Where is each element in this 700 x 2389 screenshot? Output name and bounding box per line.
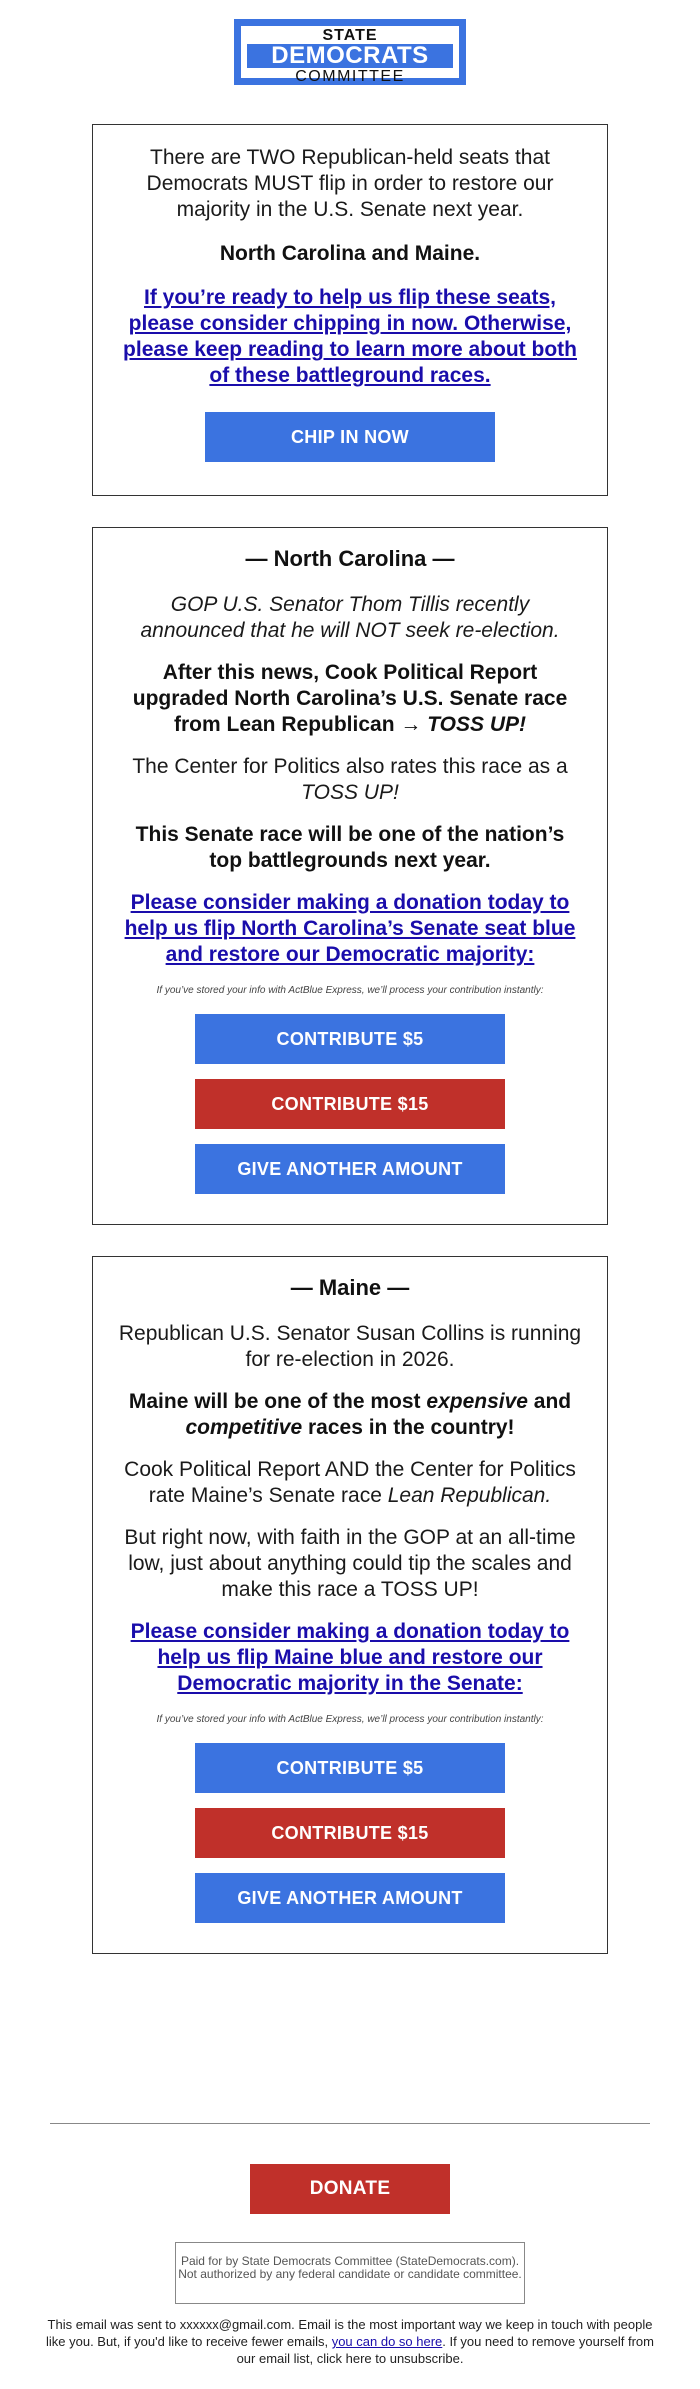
nc-paragraph-3 (117, 754, 583, 806)
nc-donate-link[interactable]: Please consider making a donation today to help us flip North Carolina’s Senate seat blue and restore our Democratic majority: (124, 891, 576, 966)
nc-give-another-amount-button[interactable]: GIVE ANOTHER AMOUNT (195, 1144, 505, 1194)
maine-paragraph-1: Republican U.S. Senator Susan Collins is running for re-election in 2026. (118, 1322, 582, 1371)
maine-paragraph-2-c: races in the country! (302, 1416, 515, 1439)
nc-paragraph-3-text: The Center for Politics also rates this race as a (132, 755, 568, 778)
intro-states: North Carolina and Maine. (219, 242, 481, 265)
maine-paragraph-2-a: Maine will be one of the most (128, 1390, 427, 1413)
nc-paragraph-2 (117, 660, 583, 738)
nc-paragraph-4: This Senate race will be one of the nation’s top battlegrounds next year. (135, 823, 565, 872)
footer-text-a: This email was sent to xxxxxx@gmail.com. Email is the most important way we keep in touch with people like you. But, if you'd like to receive fewer emails, (45, 2317, 653, 2349)
maine-contribute-5-button[interactable]: CONTRIBUTE $5 (195, 1743, 505, 1793)
maine-paragraph-2 (117, 1389, 583, 1441)
nc-paragraph-2-text: After this news, Cook Political Report upgraded North Carolina’s U.S. Senate race from Lean Republican → (132, 661, 568, 736)
maine-actblue-note: If you’ve stored your info with ActBlue Express, we’ll process your contribution instantly: (156, 1714, 544, 1725)
fewer-emails-link[interactable]: you can do so here (331, 2334, 443, 2349)
nc-contribute-15-button[interactable]: CONTRIBUTE $15 (195, 1079, 505, 1129)
logo-line-state: STATE (322, 27, 378, 44)
nc-contribute-5-button[interactable]: CONTRIBUTE $5 (195, 1014, 505, 1064)
logo-line-democrats: DEMOCRATS (247, 44, 453, 68)
nc-paragraph-3-emphasis: TOSS UP! (301, 781, 399, 804)
logo-line-committee: COMMITTEE (295, 68, 405, 85)
nc-heading: — North Carolina — (245, 546, 455, 571)
intro-link[interactable]: If you’re ready to help us flip these seats, please consider chipping in now. Otherwise, please keep reading to learn more about both of these battleground races. (123, 286, 577, 387)
maine-heading: — Maine — (290, 1275, 410, 1300)
nc-actblue-note: If you’ve stored your info with ActBlue Express, we’ll process your contribution instantly: (156, 985, 544, 996)
footer-text (40, 2316, 660, 2367)
maine-donate-link[interactable]: Please consider making a donation today to help us flip Maine blue and restore our Democratic majority in the Senate: (130, 1620, 570, 1695)
maine-paragraph-2-competitive: competitive (185, 1416, 303, 1439)
maine-contribute-15-button[interactable]: CONTRIBUTE $15 (195, 1808, 505, 1858)
donate-button[interactable]: DONATE (250, 2164, 450, 2214)
north-carolina-box (92, 527, 608, 1225)
maine-paragraph-2-b: and (527, 1390, 572, 1413)
nc-paragraph-2-emphasis: TOSS UP! (427, 713, 526, 736)
maine-paragraph-3 (117, 1457, 583, 1509)
maine-paragraph-2-expensive: expensive (426, 1390, 528, 1413)
footer-text-b: . If you need to remove yourself from our email list, click here to unsubscribe. (236, 2334, 654, 2366)
intro-text: There are TWO Republican-held seats that Democrats MUST flip in order to restore our majority in the U.S. Senate next year. (146, 146, 554, 221)
maine-give-another-amount-button[interactable]: GIVE ANOTHER AMOUNT (195, 1873, 505, 1923)
state-democrats-logo (234, 19, 466, 85)
maine-paragraph-3-text: Cook Political Report AND the Center for Politics rate Maine’s Senate race (124, 1458, 576, 1507)
chip-in-button[interactable]: CHIP IN NOW (205, 412, 495, 462)
paid-for-disclaimer: Paid for by State Democrats Committee (StateDemocrats.com). Not authorized by any federal candidate or candidate committee. (175, 2242, 525, 2304)
maine-paragraph-3-emphasis: Lean Republican. (387, 1484, 552, 1507)
intro-box (92, 124, 608, 496)
nc-paragraph-1: GOP U.S. Senator Thom Tillis recently announced that he will NOT seek re-election. (140, 593, 560, 642)
maine-box (92, 1256, 608, 1954)
maine-paragraph-4: But right now, with faith in the GOP at an all-time low, just about anything could tip the scales and make this race a TOSS UP! (124, 1526, 576, 1601)
footer-divider (50, 2123, 650, 2124)
